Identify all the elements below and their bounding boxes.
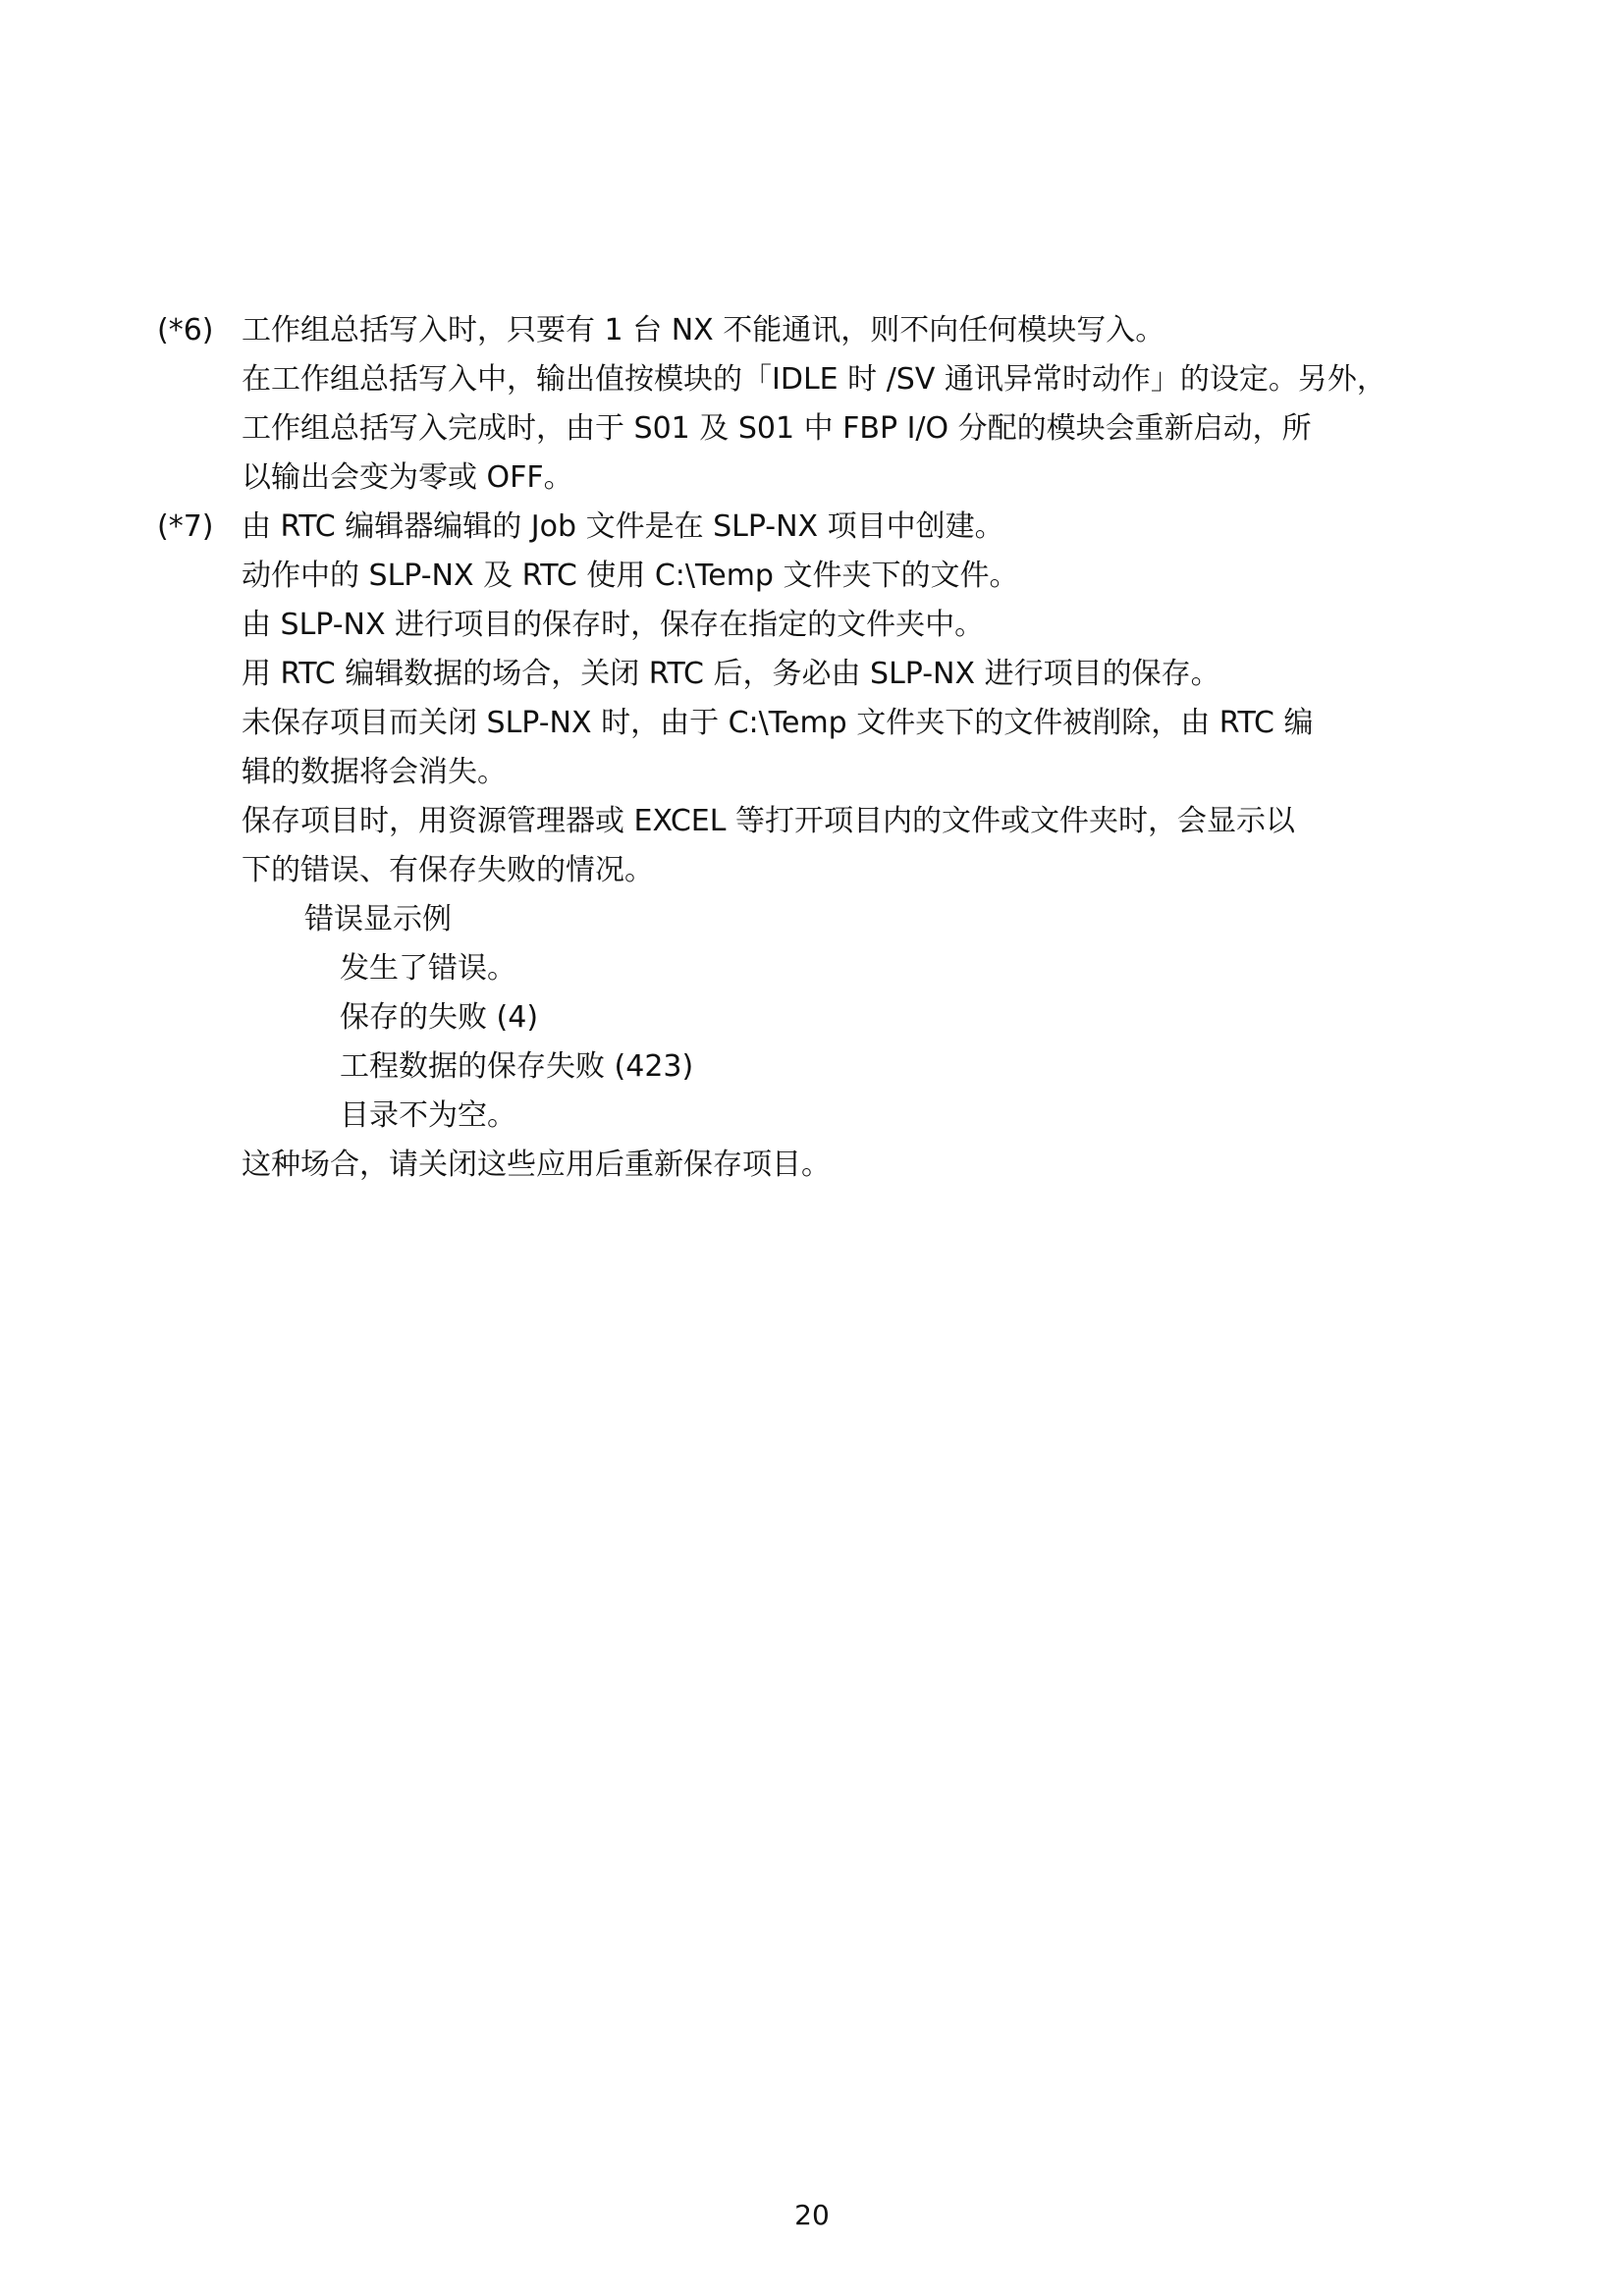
note-line: 工作组总括写入完成时，由于 S01 及 S01 中 FBP I/O 分配的模块会重新启动，所 <box>242 411 1312 446</box>
note-line: 以输出会变为零或 OFF。 <box>242 460 573 495</box>
note-line: 由 RTC 编辑器编辑的 Job 文件是在 SLP-NX 项目中创建。 <box>242 509 1004 544</box>
note-6 <box>157 306 1453 503</box>
page-number: 20 <box>794 2199 830 2231</box>
error-message: 发生了错误。 <box>340 951 516 986</box>
error-example <box>242 895 1453 1141</box>
note-line: 由 SLP-NX 进行项目的保存时，保存在指定的文件夹中。 <box>242 608 985 642</box>
error-message: 保存的失败 (4) <box>340 1000 539 1035</box>
note-line: 未保存项目而关闭 SLP-NX 时，由于 C:\Temp 文件夹下的文件被削除，由 RTC 编 <box>242 706 1314 740</box>
error-example-heading: 错误显示例 <box>304 902 452 936</box>
note-line: 辑的数据将会消失。 <box>242 755 507 789</box>
note-line: 用 RTC 编辑数据的场合，关闭 RTC 后，务必由 SLP-NX 进行项目的保存。 <box>242 657 1220 691</box>
error-message: 目录不为空。 <box>340 1098 516 1133</box>
note-line: 下的错误、有保存失败的情况。 <box>242 853 654 887</box>
error-message: 工程数据的保存失败 (423) <box>340 1049 694 1084</box>
notes-section <box>157 306 1453 1190</box>
note-label: (*7) <box>157 509 214 544</box>
note-line: 工作组总括写入时，只要有 1 台 NX 不能通讯，则不向任何模块写入。 <box>242 313 1165 347</box>
note-label: (*6) <box>157 313 214 347</box>
note-7 <box>157 503 1453 1190</box>
closing-line: 这种场合，请关闭这些应用后重新保存项目。 <box>242 1148 831 1182</box>
note-line: 动作中的 SLP-NX 及 RTC 使用 C:\Temp 文件夹下的文件。 <box>242 559 1019 593</box>
note-line: 保存项目时，用资源管理器或 EXCEL 等打开项目内的文件或文件夹时，会显示以 <box>242 804 1296 838</box>
note-line: 在工作组总括写入中，输出值按模块的「IDLE 时 /SV 通讯异常时动作」的设定。另外， <box>242 362 1386 397</box>
